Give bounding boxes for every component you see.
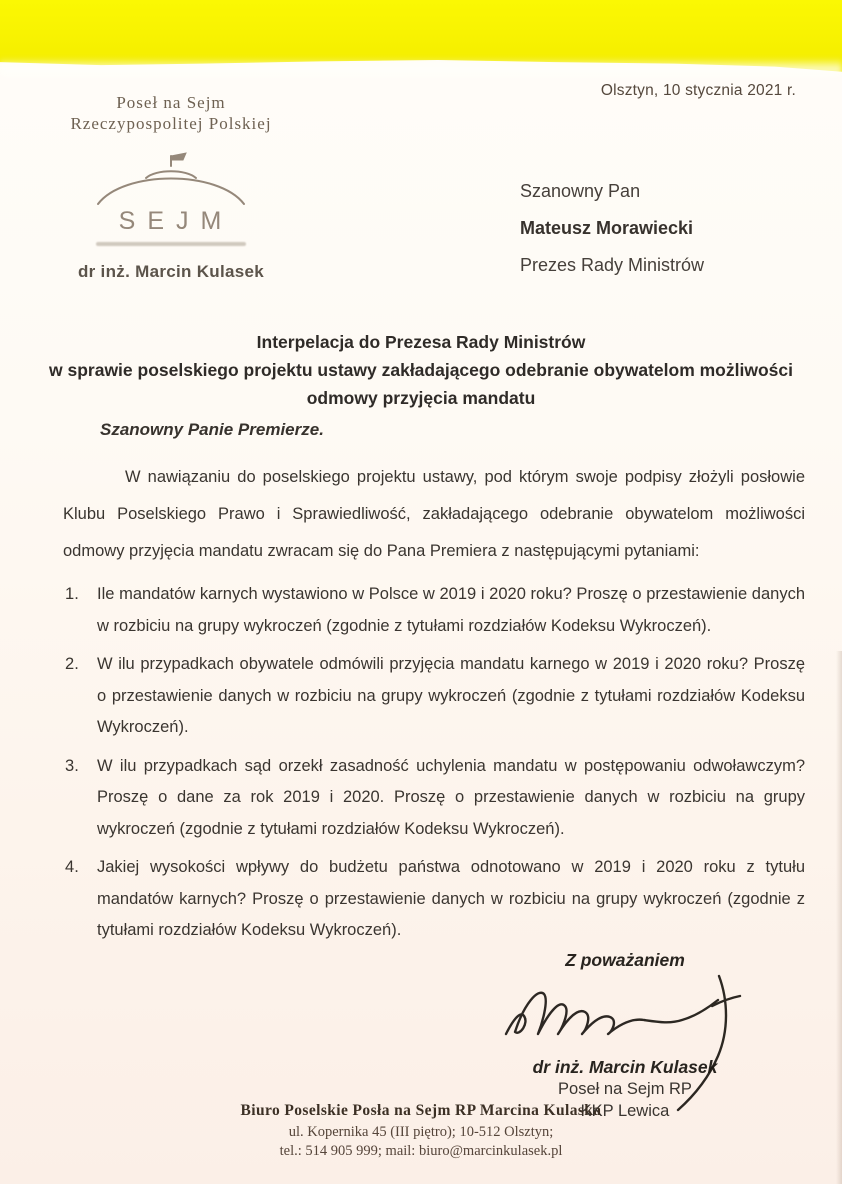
letterhead-line2: Rzeczypospolitej Polskiej [70,114,272,133]
letterhead-member-name: dr inż. Marcin Kulasek [77,262,265,281]
question-text: W ilu przypadkach sąd orzekł zasadność uchylenia mandatu w postępowaniu odwoławczym? Proszę o dane za rok 2019 i 2020. Proszę o przestawienie danych w rozbiciu na grupy wykroczeń (zgodnie z tytułami rozdziałów Kodeksu Wykroczeń). [97,756,805,838]
closing-phrase: Z poważaniem [565,950,685,970]
signer-name: dr inż. Marcin Kulasek [532,1057,718,1077]
letterhead [46,92,296,282]
intro-paragraph: W nawiązaniu do poselskiego projektu ustawy, pod którym swoje podpisy złożyli posłowie Klubu Poselskiego Prawo i Sprawiedliwość, zakładającego odebranie obywatelom możliwości odmowy przyjęcia mandatu zwracam się do Pana Premiera z następującymi pytaniami: [63,468,805,560]
subject-subtitle: w sprawie poselskiego projektu ustawy zakładającego odebranie obywatelom możliwości odmowy przyjęcia mandatu [49,360,793,408]
question-item-3 [63,751,805,846]
question-item-4 [63,852,805,947]
questions-list [63,579,805,954]
signer-role-1: Poseł na Sejm RP [558,1080,692,1098]
yellow-backdrop-strip [0,0,842,74]
addressee-name: Mateusz Morawiecki [520,218,694,238]
sejm-logo-caption [96,242,246,246]
question-text: Jakiej wysokości wpływy do budżetu państwa odnotowano w 2019 i 2020 roku z tytułu mandatów karnych? Proszę o przestawienie danych w rozbiciu na grupy wykroczeń (zgodnie z tytułami rozdziałów Kodeksu Wykroczeń). [97,858,805,939]
subject-heading [30,328,812,412]
salutation: Szanowny Panie Premierze. [100,420,324,439]
question-item-2 [63,649,805,744]
addressee-greeting: Szanowny Pan [520,181,641,201]
footer-office-name: Biuro Poselskie Posła na Sejm RP Marcina Kulaska [240,1102,602,1119]
sejm-logo-letters: SEJM [118,207,234,235]
sejm-logo [86,152,256,246]
question-text: Ile mandatów karnych wystawiono w Polsce w 2019 i 2020 roku? Proszę o przestawienie danych w rozbiciu na grupy wykroczeń (zgodnie z tytułami rozdziałów Kodeksu Wykroczeń). [97,585,805,635]
closing-block [470,950,780,1122]
addressee-role: Prezes Rady Ministrów [520,255,705,275]
footer-contact: tel.: 514 905 999; mail: biuro@marcinkulasek.pl [279,1143,563,1159]
question-item-1 [63,579,805,642]
signer-role-2: KKP Lewica [580,1102,670,1120]
sejm-dome-icon [86,152,256,208]
letterhead-line1: Poseł na Sejm [116,93,226,112]
addressee-block [520,182,704,293]
footer-address: ul. Kopernika 45 (III piętro); 10-512 Olsztyn; [288,1124,554,1140]
question-text: W ilu przypadkach obywatele odmówili przyjęcia mandatu karnego w 2019 i 2020 roku? Proszę o przestawienie danych w rozbiciu na grupy wykroczeń (zgodnie z tytułami rozdziałów Kodeksu Wykroczeń). [97,655,805,736]
office-footer [0,1102,842,1161]
letter-date: Olsztyn, 10 stycznia 2021 r. [600,82,796,99]
subject-title: Interpelacja do Prezesa Rady Ministrów [256,332,586,352]
